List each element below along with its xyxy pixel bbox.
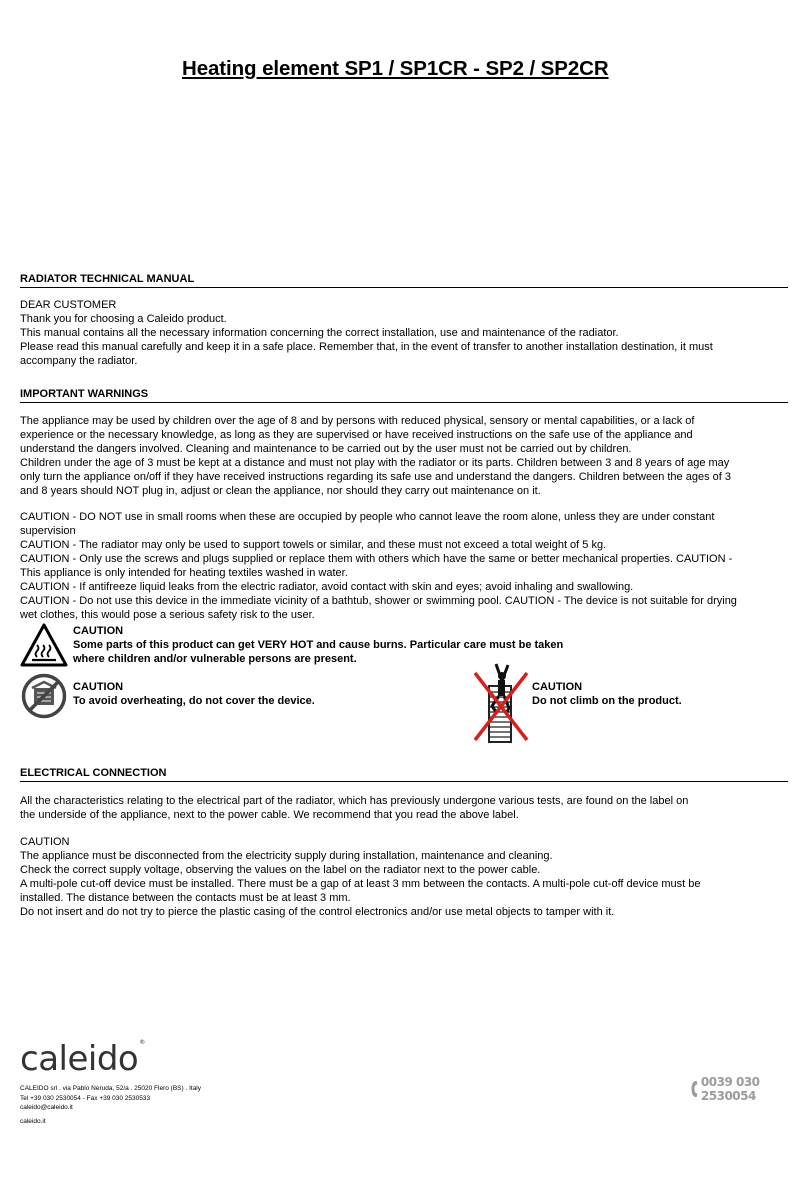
warning-label: CAUTION xyxy=(73,681,124,693)
do-not-cover-warning xyxy=(73,680,315,708)
no-climbing-icon xyxy=(472,656,530,744)
phone-number: 0039 030 2530054 xyxy=(700,1075,760,1103)
caution-line: CAUTION - The radiator may only be used to support towels or similar, and these must not exceed a total weight of 5 kg. xyxy=(20,539,607,551)
section-heading-technical-manual: RADIATOR TECHNICAL MANUAL xyxy=(20,273,788,288)
electrical-line: The appliance must be disconnected from the electricity supply during installation, maintenance and cleaning. xyxy=(20,850,553,862)
warnings-line: Children under the age of 3 must be kept at a distance and must not play with the radiator or its parts. Children between 3 and 8 years of age may xyxy=(20,457,730,469)
warnings-line: only turn the appliance on/off if they have received instructions regarding its safe use and understand the dangers. Children between the ages of 3 xyxy=(20,471,731,483)
electrical-line: All the characteristics relating to the electrical part of the radiator, which has previously undergone various tests, are found on the label on xyxy=(20,795,689,807)
caution-line: CAUTION - If antifreeze liquid leaks from the electric radiator, avoid contact with skin and eyes; avoid inhaling and swallowing. xyxy=(20,581,634,593)
intro-line: This manual contains all the necessary information concerning the correct installation, use and maintenance of the radiator. xyxy=(20,327,619,339)
warnings-line: and 8 years should NOT plug in, adjust or clean the appliance, nor should they carry out maintenance on it. xyxy=(20,485,541,497)
phone-badge xyxy=(690,1076,788,1102)
caution-line: wet clothes, this would pose a serious safety risk to the user. xyxy=(20,609,315,621)
caution-line: supervision xyxy=(20,525,76,537)
caleido-logo: caleido® xyxy=(20,1039,145,1079)
electrical-line: the underside of the appliance, next to the power cable. We recommend that you read the above label. xyxy=(20,809,519,821)
warning-label: CAUTION xyxy=(532,681,583,693)
electrical-line: CAUTION xyxy=(20,836,70,848)
intro-line: DEAR CUSTOMER xyxy=(20,299,117,311)
warning-text: where children and/or vulnerable persons are present. xyxy=(73,653,357,665)
website-link[interactable]: caleido.it xyxy=(20,1118,46,1125)
section-heading-electrical-connection: ELECTRICAL CONNECTION xyxy=(20,767,788,782)
hot-surface-warning-icon xyxy=(20,623,68,667)
warnings-line: The appliance may be used by children over the age of 8 and by persons with reduced physical, sensory or mental capabilities, or a lack of xyxy=(20,415,695,427)
intro-line: accompany the radiator. xyxy=(20,355,138,367)
warnings-line: experience or the necessary knowledge, as long as they are supervised or have received instructions on the safe use of the appliance and xyxy=(20,429,693,441)
intro-line: Please read this manual carefully and keep it in a safe place. Remember that, in the event of transfer to another installation destination, it must xyxy=(20,341,713,353)
caution-line: CAUTION - DO NOT use in small rooms when these are occupied by people who cannot leave the room alone, unless they are under constant xyxy=(20,511,715,523)
page-title: Heating element SP1 / SP1CR - SP2 / SP2CR xyxy=(182,57,609,80)
caution-line: This appliance is only intended for heating textiles washed in water. xyxy=(20,567,348,579)
email-link[interactable]: caleido@caleido.it xyxy=(20,1104,73,1111)
intro-paragraph xyxy=(20,298,768,368)
caution-line: CAUTION - Only use the screws and plugs supplied or replace them with others which have the same or better mechanical properties. CAUTION - xyxy=(20,553,733,565)
do-not-cover-icon xyxy=(21,673,67,719)
no-climbing-warning xyxy=(532,680,682,708)
electrical-line: installed. The distance between the contacts must be at least 3 mm. xyxy=(20,892,351,904)
warning-label: CAUTION xyxy=(73,625,124,637)
section-heading-important-warnings: IMPORTANT WARNINGS xyxy=(20,388,788,403)
electrical-paragraph-label xyxy=(20,794,768,822)
caution-line: CAUTION - Do not use this device in the immediate vicinity of a bathtub, shower or swimming pool. CAUTION - The device is not suitable for drying xyxy=(20,595,737,607)
electrical-line: A multi-pole cut-off device must be installed. There must be a gap of at least 3 mm between the contacts. A multi-pole cut-off device must be xyxy=(20,878,701,890)
electrical-line: Do not insert and do not try to pierce the plastic casing of the control electronics and/or use metal objects to tamper with it. xyxy=(20,906,615,918)
warning-text: Some parts of this product can get VERY HOT and cause burns. Particular care must be taken xyxy=(73,639,564,651)
warnings-paragraph-children xyxy=(20,414,768,498)
warnings-line: understand the dangers involved. Cleaning and maintenance to be carried out by the user must not be carried out by children. xyxy=(20,443,632,455)
intro-line: Thank you for choosing a Caleido product. xyxy=(20,313,227,325)
address-line: CALEIDO srl . via Pablo Neruda, 52/a . 25020 Flero (BS) . Italy xyxy=(20,1085,201,1092)
warnings-paragraph-cautions xyxy=(20,510,768,622)
warning-text: To avoid overheating, do not cover the device. xyxy=(73,695,315,707)
electrical-paragraph-caution xyxy=(20,835,768,919)
electrical-line: Check the correct supply voltage, observing the values on the label on the radiator next to the power cable. xyxy=(20,864,541,876)
phone-icon xyxy=(690,1077,699,1101)
address-line: Tel +39 030 2530054 - Fax +39 030 2530533 xyxy=(20,1094,151,1102)
company-address xyxy=(20,1084,201,1113)
warning-text: Do not climb on the product. xyxy=(532,695,682,707)
logo-text: caleido xyxy=(20,1039,139,1079)
